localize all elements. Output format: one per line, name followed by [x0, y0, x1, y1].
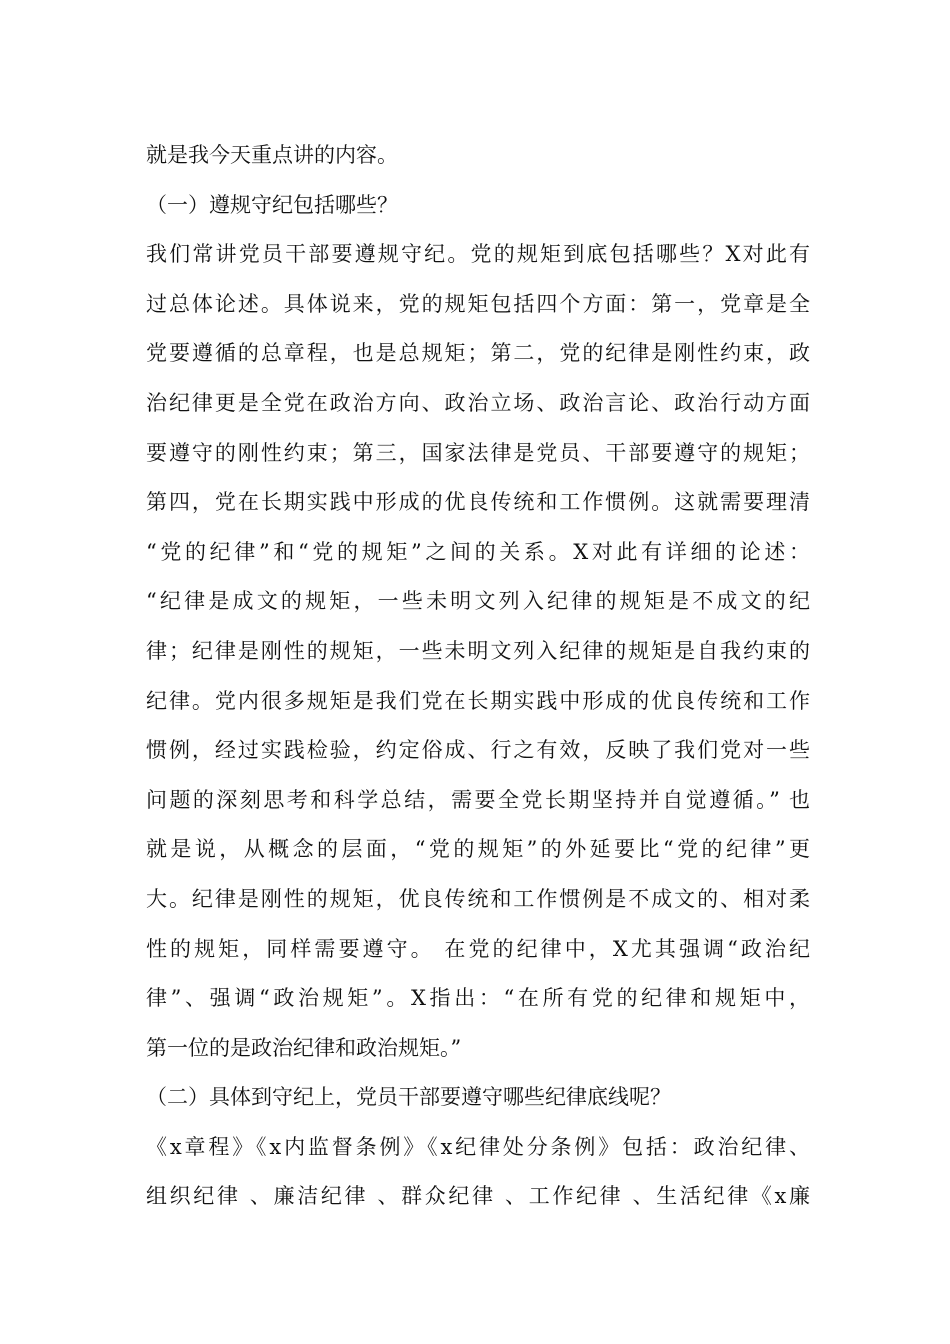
text-line-15: 就是说，从概念的层面，“党的规矩”的外延要比“党的纪律”更	[146, 837, 810, 862]
text-line-4: 过总体论述。具体说来，党的规矩包括四个方面：第一，党章是全	[146, 291, 810, 316]
text-line-1: 就是我今天重点讲的内容。	[146, 143, 398, 167]
section-heading-2: （二）具体到守纪上，党员干部要遵守哪些纪律底线呢？	[146, 1085, 671, 1110]
text-line-17: 性的规矩，同样需要遵守。 在党的纪律中，X尤其强调“政治纪	[146, 936, 810, 961]
text-line-21: 《x章程》《x内监督条例》《x纪律处分条例》包括：政治纪律、	[146, 1134, 810, 1159]
text-line-10: “纪律是成文的规矩，一些未明文列入纪律的规矩是不成文的纪	[146, 589, 810, 614]
text-line-18: 律”、强调“政治规矩”。X指出：“在所有党的纪律和规矩中，	[146, 986, 810, 1011]
text-line-7: 要遵守的刚性约束；第三，国家法律是党员、干部要遵守的规矩；	[146, 440, 810, 465]
document-body	[146, 131, 810, 1222]
section-heading-1: （一）遵规守纪包括哪些？	[146, 192, 398, 217]
text-line-12: 纪律。党内很多规矩是我们党在长期实践中形成的优良传统和工作	[146, 688, 810, 713]
text-line-22: 组织纪律 、廉洁纪律 、群众纪律 、工作纪律 、生活纪律《x廉	[146, 1184, 810, 1209]
text-line-3: 我们常讲党员干部要遵规守纪。党的规矩到底包括哪些？X对此有	[146, 242, 810, 267]
text-line-13: 惯例，经过实践检验，约定俗成、行之有效，反映了我们党对一些	[146, 738, 810, 763]
text-line-5: 党要遵循的总章程，也是总规矩；第二，党的纪律是刚性约束，政	[146, 341, 810, 366]
text-line-6: 治纪律更是全党在政治方向、政治立场、政治言论、政治行动方面	[146, 390, 810, 415]
text-line-11: 律；纪律是刚性的规矩，一些未明文列入纪律的规矩是自我约束的	[146, 638, 810, 663]
text-line-9: “党的纪律”和“党的规矩”之间的关系。X对此有详细的论述：	[146, 539, 810, 564]
text-line-19: 第一位的是政治纪律和政治规矩。”	[146, 1035, 462, 1060]
text-line-14: 问题的深刻思考和科学总结，需要全党长期坚持并自觉遵循。” 也	[146, 787, 810, 812]
text-line-16: 大。纪律是刚性的规矩，优良传统和工作惯例是不成文的、相对柔	[146, 886, 810, 911]
text-line-8: 第四，党在长期实践中形成的优良传统和工作惯例。这就需要理清	[146, 490, 810, 515]
